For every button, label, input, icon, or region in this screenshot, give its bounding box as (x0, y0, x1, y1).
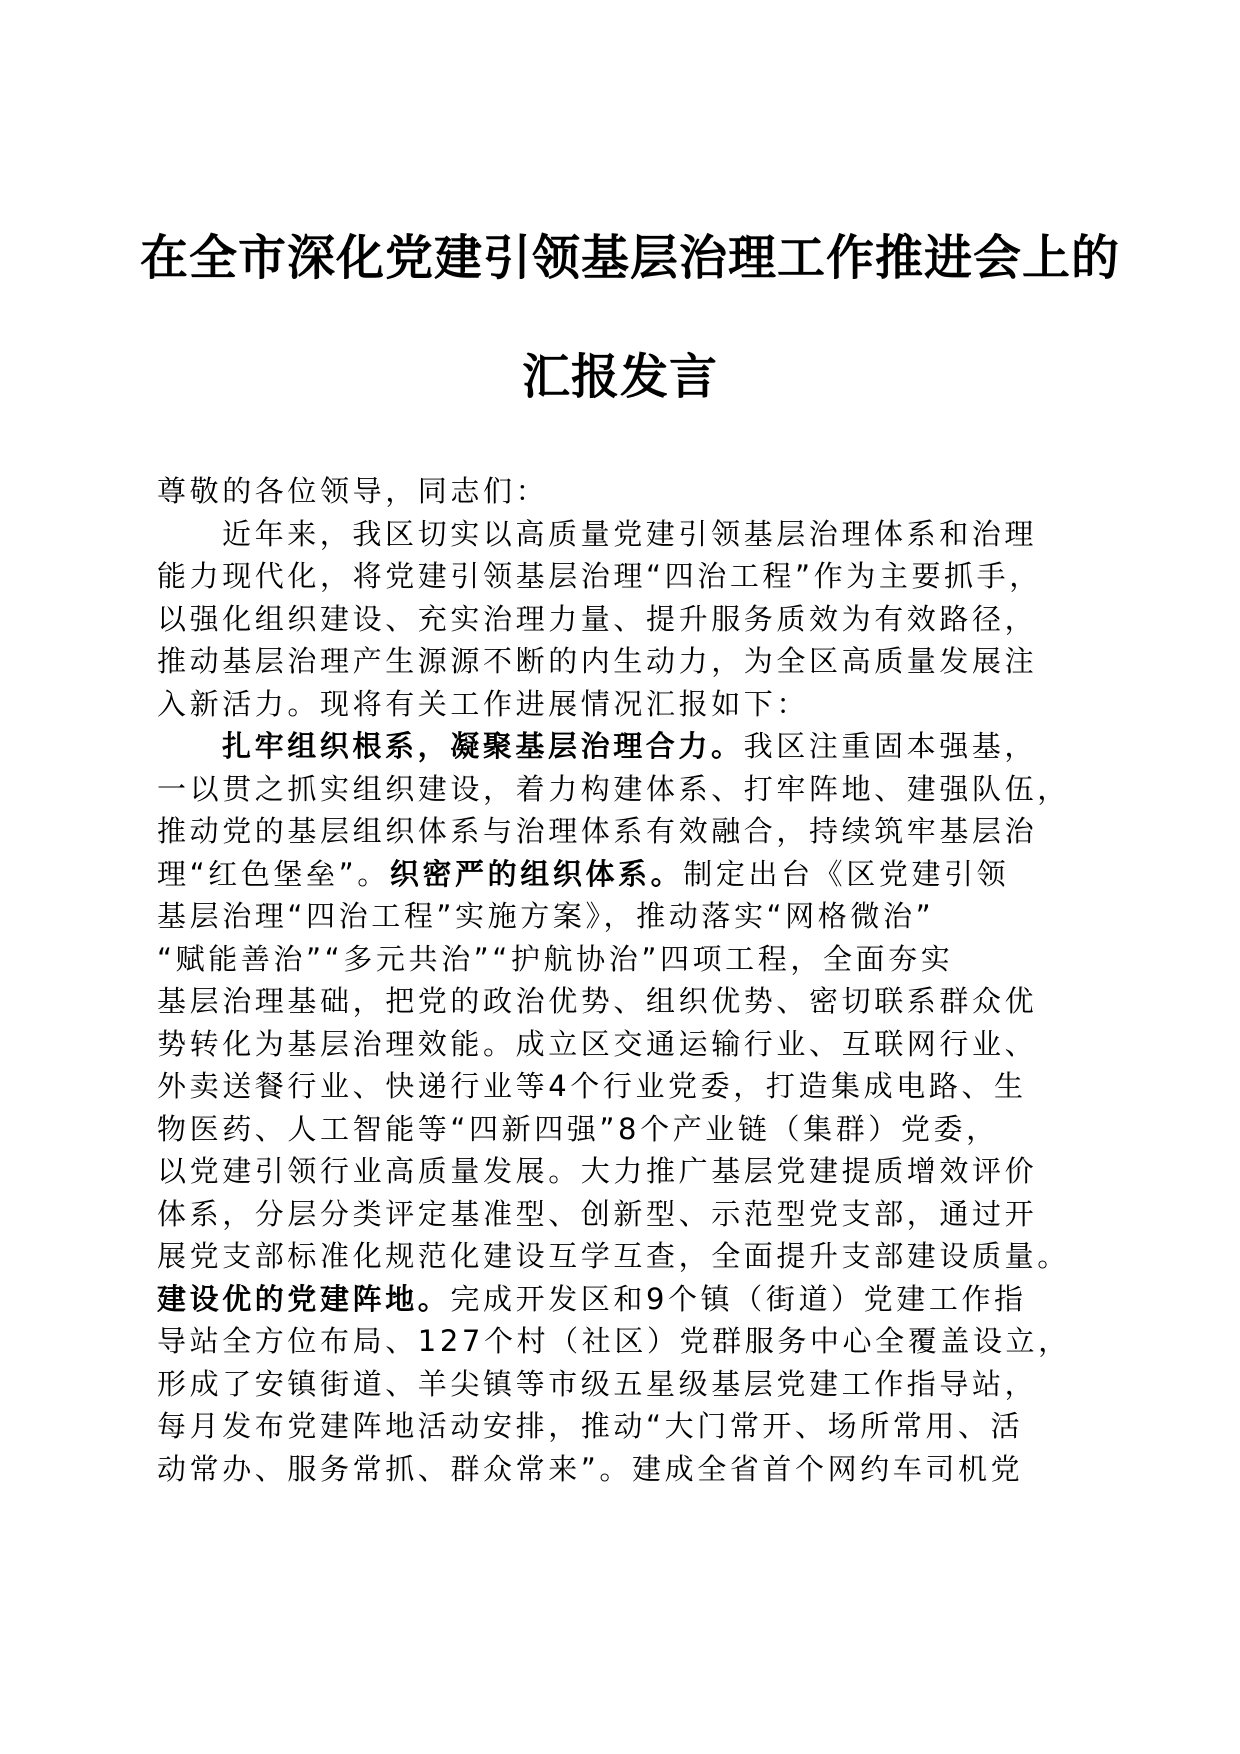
paragraph-line: 动常办、服务常抓、群众常来”。建成全省首个网约车司机党 (157, 1451, 1024, 1486)
paragraph-line: 能力现代化，将党建引领基层治理“四治工程”作为主要抓手， (157, 559, 1042, 593)
paragraph-line: 以强化组织建设、充实治理力量、提升服务质效为有效路径， (157, 601, 1038, 636)
paragraph-text: 我区注重固本强基， (743, 729, 1038, 763)
paragraph-text: 完成开发区和9个镇（街道）党建工作指 (450, 1281, 1027, 1316)
paragraph-line: 一以贯之抓实组织建设，着力构建体系、打牢阵地、建强队伍， (157, 771, 1070, 806)
paragraph-line (157, 1278, 1087, 1321)
section-heading: 扎牢组织根系，凝聚基层治理合力。 (222, 729, 744, 763)
paragraph-line: 入新活力。现将有关工作进展情况汇报如下： (157, 686, 810, 721)
paragraph-text: 制定出台《区党建引领 (683, 856, 1010, 891)
paragraph-line: 基层治理“四治工程”实施方案》，推动落实“网格微治” (157, 899, 935, 933)
paragraph-line: 以党建引领行业高质量发展。大力推广基层党建提质增效评价 (157, 1154, 1038, 1188)
paragraph-line: 外卖送餐行业、快递行业等4个行业党委，打造集成电路、生 (157, 1069, 1027, 1103)
paragraph-line: “赋能善治”“多元共治”“护航协治”四项工程，全面夯实 (157, 941, 954, 976)
document-title-line-2: 汇报发言 (521, 349, 718, 405)
paragraph-line (157, 725, 1087, 768)
paragraph-line: 势转化为基层治理效能。成立区交通运输行业、互联网行业、 (157, 1026, 1038, 1061)
document-body (157, 470, 1087, 1490)
paragraph-line: 每月发布党建阵地活动安排，推动“大门常开、场所常用、活 (157, 1409, 1024, 1443)
paragraph-line: 推动基层治理产生源源不断的内生动力，为全区高质量发展注 (157, 644, 1038, 678)
paragraph-line: 展党支部标准化规范化建设互学互查，全面提升支部建设质量。 (157, 1239, 1070, 1273)
paragraph-line: 近年来，我区切实以高质量党建引领基层治理体系和治理 (222, 516, 1038, 551)
paragraph-line: 基层治理基础，把党的政治优势、组织优势、密切联系群众优 (157, 984, 1038, 1018)
paragraph-line: 体系，分层分类评定基准型、创新型、示范型党支部，通过开 (157, 1196, 1038, 1231)
salutation: 尊敬的各位领导，同志们： (157, 474, 549, 508)
paragraph-line: 导站全方位布局、127个村（社区）党群服务中心全覆盖设立， (157, 1324, 1071, 1358)
paragraph-line: 物医药、人工智能等“四新四强”8个产业链（集群）党委， (157, 1111, 999, 1146)
document-title-line-1: 在全市深化党建引领基层治理工作推进会上的 (140, 230, 1121, 286)
subsection-heading: 织密严的组织体系。 (389, 856, 684, 891)
subsection-heading: 建设优的党建阵地。 (157, 1281, 451, 1316)
paragraph-text: 理“红色堡垒”。 (157, 856, 390, 891)
paragraph-line: 形成了安镇街道、羊尖镇等市级五星级基层党建工作指导站， (157, 1366, 1038, 1401)
paragraph-line: 推动党的基层组织体系与治理体系有效融合，持续筑牢基层治 (157, 814, 1038, 848)
paragraph-line (157, 853, 1087, 896)
